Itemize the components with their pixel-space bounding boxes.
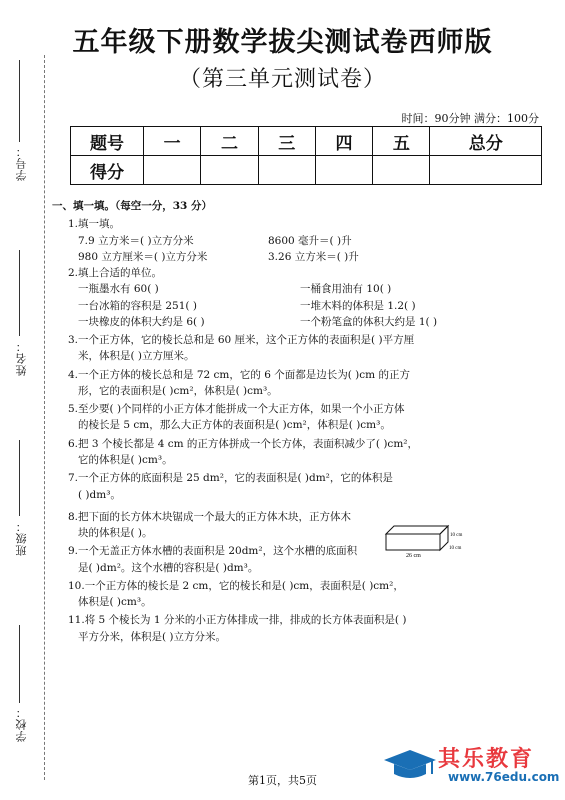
score-cell[interactable] — [201, 156, 258, 185]
cuboid-front-face — [386, 534, 440, 550]
brand-name: 其乐教育 — [438, 747, 535, 772]
score-cell[interactable] — [144, 156, 201, 185]
cuboid-top-face — [386, 526, 448, 534]
question-2e: 一块橡皮的体积大约是 6( ) — [78, 315, 205, 328]
question-2d: 一堆木料的体积是 1.2( ) — [300, 299, 416, 312]
question-5-cont: 的棱长是 5 cm，那么大正方体的表面积是( )cm²，体积是( )cm³。 — [78, 419, 391, 432]
page-title: 五年级下册数学拔尖测试卷西师版 — [72, 27, 493, 58]
question-5: 5.至少要( )个同样的小正方体才能拼成一个大正方体，如果一个小正方体 — [68, 403, 405, 416]
score-cell[interactable] — [315, 156, 372, 185]
question-2c: 一台冰箱的容积是 251( ) — [78, 299, 197, 312]
question-8: 8.把下面的长方体木块锯成一个最大的正方体木块，正方体木 — [68, 510, 352, 523]
question-11: 11.将 5 个棱长为 1 分米的小正方体排成一排，排成的长方体表面积是( ) — [68, 614, 407, 627]
question-7: 7.一个正方体的底面积是 25 dm²，它的表面积是( )dm²，它的体积是 — [68, 472, 393, 485]
question-2-row — [78, 298, 552, 314]
question-4-cont: 形，它的表面积是( )cm²，体积是( )cm³。 — [78, 384, 278, 397]
question-8-cont: 块的体积是( )。 — [78, 527, 153, 540]
question-1-label: 1.填一填。 — [68, 218, 121, 231]
score-header-cell: 五 — [373, 127, 430, 156]
score-cell[interactable] — [258, 156, 315, 185]
question-1-row — [78, 249, 552, 265]
student-no-label: 学号： — [15, 145, 28, 181]
cuboid-figure — [384, 522, 464, 558]
question-2-label: 2.填上合适的单位。 — [68, 267, 163, 280]
section-1-title: 一、填一填。（每空一分，33 分） — [52, 200, 213, 212]
binding-margin-line — [44, 55, 45, 780]
question-9-cont: 是( )dm²。这个水槽的容积是( )dm³。 — [78, 561, 259, 574]
school-label: 学校： — [15, 706, 28, 742]
time-info: 时间：90分钟 满分：100分 — [401, 112, 539, 125]
score-header-cell: 总分 — [430, 127, 542, 156]
cuboid-height-label: 10 cm — [450, 533, 463, 538]
question-2-row — [78, 314, 552, 330]
class-blank — [19, 440, 20, 516]
score-table-score-row — [71, 156, 542, 185]
class-label: 班级： — [15, 520, 28, 556]
score-cell[interactable] — [373, 156, 430, 185]
question-4: 4.一个正方体的棱长总和是 72 cm，它的 6 个面都是边长为( )cm 的正方 — [68, 368, 410, 381]
section-1 — [52, 198, 552, 645]
score-table — [70, 126, 542, 185]
question-3: 3.一个正方体，它的棱长总和是 60 厘米，这个正方体的表面积是( )平方厘 — [68, 334, 415, 347]
page-footer: 第1页，共5页 — [248, 774, 317, 787]
question-10-cont: 体积是( )cm³。 — [78, 596, 152, 609]
question-6-cont: 它的体积是( )cm³。 — [78, 453, 173, 466]
score-cell[interactable] — [430, 156, 542, 185]
question-10: 10.一个正方体的棱长是 2 cm，它的棱长和是( )cm，表面积是( )cm²， — [68, 579, 404, 592]
brand-url: www.76edu.com — [448, 770, 560, 784]
page-subtitle: （第三单元测试卷） — [178, 67, 386, 92]
question-1-row — [78, 233, 552, 249]
question-2-row — [78, 281, 552, 297]
question-1a: 7.9 立方米＝( )立方分米 — [78, 234, 194, 247]
name-label: 姓名： — [15, 340, 28, 376]
cuboid-width-label: 10 cm — [449, 546, 462, 551]
cuboid-length-label: 26 cm — [406, 553, 421, 558]
score-header-cell: 一 — [144, 127, 201, 156]
school-blank — [19, 625, 20, 703]
score-table-header-row — [71, 127, 542, 156]
score-header-cell: 题号 — [71, 127, 144, 156]
brand-logo — [378, 742, 560, 788]
question-2a: 一瓶墨水有 60( ) — [78, 283, 159, 296]
score-row-label: 得分 — [71, 156, 144, 185]
question-6: 6.把 3 个棱长都是 4 cm 的正方体拼成一个长方体，表面积减少了( )cm²， — [68, 437, 418, 450]
score-header-cell: 二 — [201, 127, 258, 156]
question-2f: 一个粉笔盒的体积大约是 1( ) — [300, 315, 438, 328]
graduation-cap-icon — [378, 742, 438, 788]
question-9: 9.一个无盖正方体水槽的表面积是 20dm²，这个水槽的底面积 — [68, 545, 358, 558]
question-7-cont: ( )dm³。 — [78, 488, 121, 501]
question-1b: 8600 毫升＝( )升 — [268, 234, 352, 247]
question-1c: 980 立方厘米＝( )立方分米 — [78, 250, 208, 263]
question-11-cont: 平方分米，体积是( )立方分米。 — [78, 630, 227, 643]
cuboid-side-face — [440, 526, 448, 550]
question-3-cont: 米，体积是( )立方厘米。 — [78, 350, 195, 363]
question-2b: 一桶食用油有 10( ) — [300, 283, 392, 296]
score-header-cell: 三 — [258, 127, 315, 156]
question-1d: 3.26 立方米＝( )升 — [268, 250, 359, 263]
name-blank — [19, 250, 20, 336]
score-header-cell: 四 — [315, 127, 372, 156]
